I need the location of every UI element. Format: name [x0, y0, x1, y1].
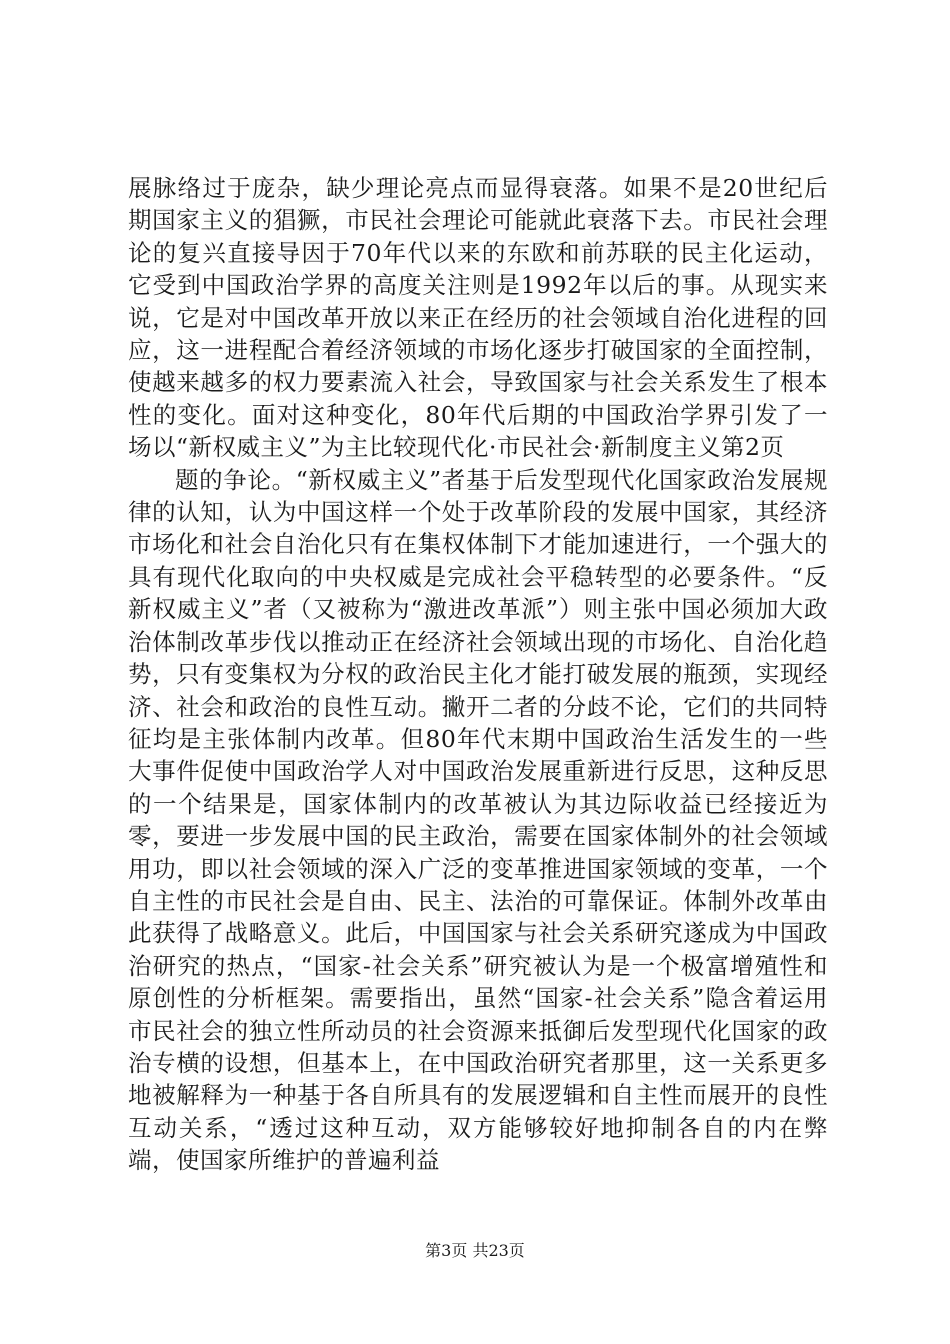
page-footer: 第3页 共23页	[425, 1241, 525, 1260]
paragraph-1: 展脉络过于庞杂，缺少理论亮点而显得衰落。如果不是20世纪后期国家主义的猖獗，市民社会理论可能就此衰落下去。市民社会理论的复兴直接导因于70年代以来的东欧和前苏联的民主化运动，它受到中国政治学界的高度关注则是1992年以后的事。从现实来说，它是对中国改革开放以来正在经历的社会领域自治化进程的回应，这一进程配合着经济领域的市场化逐步打破国家的全面控制，使越来越多的权力要素流入社会，导致国家与社会关系发生了根本性的变化。面对这种变化，80年代后期的中国政治学界引发了一场以“新权威主义”为主比较现代化·市民社会·新制度主义第2页	[128, 174, 828, 462]
body-text	[128, 172, 828, 1177]
paragraph-2: 题的争论。“新权威主义”者基于后发型现代化国家政治发展规律的认知，认为中国这样一个处于改革阶段的发展中国家，其经济市场化和社会自治化只有在集权体制下才能加速进行，一个强大的具有现代化取向的中央权威是完成社会平稳转型的必要条件。“反新权威主义”者（又被称为“激进改革派”）则主张中国必须加大政治体制改革步伐以推动正在经济社会领域出现的市场化、自治化趋势，只有变集权为分权的政治民主化才能打破发展的瓶颈，实现经济、社会和政治的良性互动。撇开二者的分歧不论，它们的共同特征均是主张体制内改革。但80年代末期中国政治生活发生的一些大事件促使中国政治学人对中国政治发展重新进行反思，这种反思的一个结果是，国家体制内的改革被认为其边际收益已经接近为零，要进一步发展中国的民主政治，需要在国家体制外的社会领域用功，即以社会领域的深入广泛的变革推进国家领域的变革，一个自主性的市民社会是自由、民主、法治的可靠保证。体制外改革由此获得了战略意义。此后，中国国家与社会关系研究遂成为中国政治研究的热点，“国家-社会关系”研究被认为是一个极富增殖性和原创性的分析框架。需要指出，虽然“国家-社会关系”隐含着运用市民社会的独立性所动员的社会资源来抵御后发型现代化国家的政治专横的设想，但基本上，在中国政治研究者那里，这一关系更多地被解释为一种基于各自所具有的发展逻辑和自主性而展开的良性互动关系，“透过这种互动，双方能够较好地抑制各自的内在弊端，使国家所维护的普遍利益	[128, 465, 828, 1175]
